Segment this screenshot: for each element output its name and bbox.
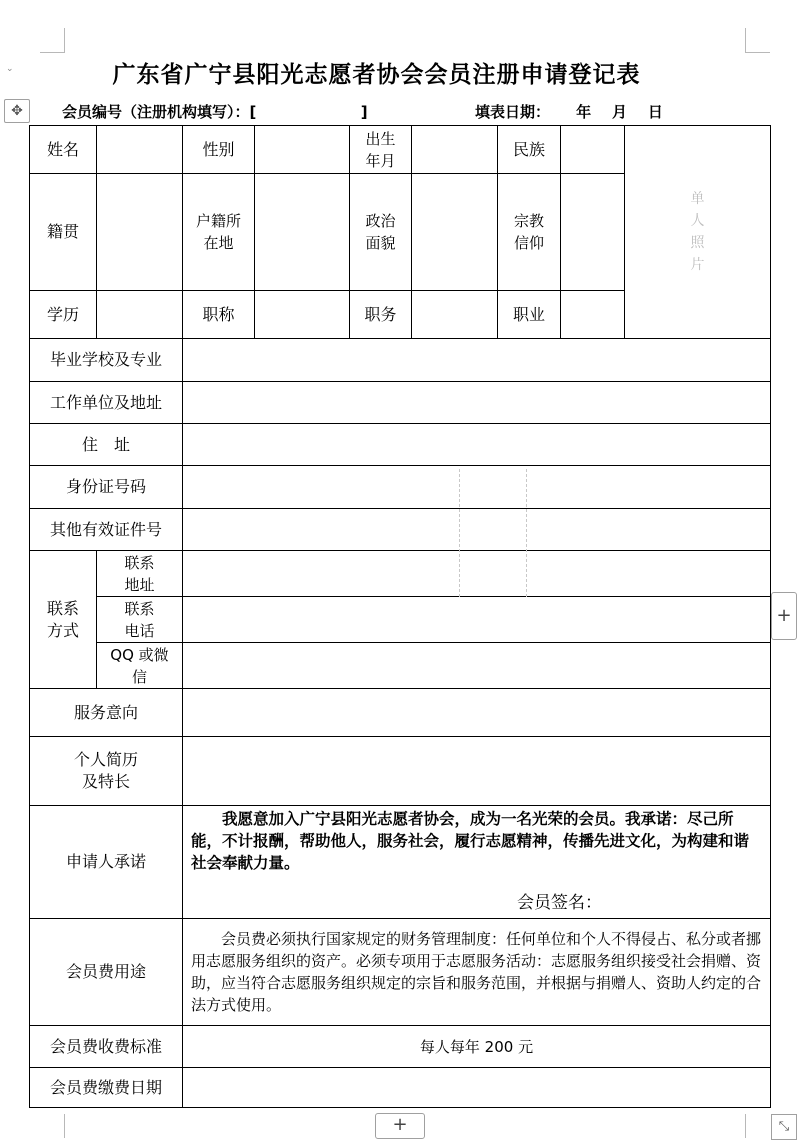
label-native-place: 籍贯 bbox=[30, 174, 97, 291]
dashed-gridline bbox=[459, 469, 460, 597]
field-contact-phone[interactable] bbox=[183, 597, 771, 643]
field-qq-wechat[interactable] bbox=[183, 643, 771, 689]
field-fee-date[interactable] bbox=[183, 1068, 771, 1108]
label-name: 姓名 bbox=[30, 126, 97, 174]
label-education: 学历 bbox=[30, 291, 97, 339]
label-occupation: 职业 bbox=[498, 291, 561, 339]
add-row-button[interactable]: + bbox=[375, 1113, 425, 1139]
collapse-icon[interactable]: ⌄ bbox=[6, 64, 14, 74]
page-title: 广东省广宁县阳光志愿者协会会员注册申请登记表 bbox=[112, 62, 641, 88]
label-school-major: 毕业学校及专业 bbox=[30, 339, 183, 382]
field-ethnicity[interactable] bbox=[561, 126, 625, 174]
fee-standard-value: 每人每年 200 元 bbox=[183, 1026, 771, 1068]
label-contact-address: 联系 地址 bbox=[97, 551, 183, 597]
field-occupation[interactable] bbox=[561, 291, 625, 339]
field-service-intent[interactable] bbox=[183, 689, 771, 737]
label-other-id: 其他有效证件号 bbox=[30, 509, 183, 551]
table-resize-icon[interactable]: ⤡ bbox=[771, 1114, 797, 1140]
field-birth[interactable] bbox=[412, 126, 498, 174]
label-address: 住 址 bbox=[30, 424, 183, 466]
label-id-number: 身份证号码 bbox=[30, 466, 183, 509]
table-move-handle-icon[interactable]: ✥ bbox=[4, 99, 30, 123]
field-other-id[interactable] bbox=[183, 509, 771, 551]
label-ethnicity: 民族 bbox=[498, 126, 561, 174]
label-fee-usage: 会员费用途 bbox=[30, 919, 183, 1026]
pledge-cell[interactable] bbox=[183, 806, 771, 919]
fee-usage-text: 会员费必须执行国家规定的财务管理制度：任何单位和个人不得侵占、私分或者挪用志愿服务组织的资产。必须专项用于志愿服务活动：志愿服务组织接受社会捐赠、资助，应当符合志愿服务组织规定的宗旨和服务范围，并根据与捐赠人、资助人约定的合法方式使用。 bbox=[183, 919, 771, 1026]
label-position: 职务 bbox=[350, 291, 412, 339]
field-school-major[interactable] bbox=[183, 339, 771, 382]
label-fee-standard: 会员费收费标准 bbox=[30, 1026, 183, 1068]
label-religion: 宗教 信仰 bbox=[498, 174, 561, 291]
page-corner-mark bbox=[745, 1114, 770, 1138]
field-position[interactable] bbox=[412, 291, 498, 339]
page-corner-mark bbox=[40, 28, 65, 53]
label-fee-date: 会员费缴费日期 bbox=[30, 1068, 183, 1108]
field-education[interactable] bbox=[97, 291, 183, 339]
label-contact: 联系 方式 bbox=[30, 551, 97, 689]
field-political[interactable] bbox=[412, 174, 498, 291]
label-service-intent: 服务意向 bbox=[30, 689, 183, 737]
fill-date-field: 填表日期： 年 月 日 bbox=[475, 103, 663, 121]
member-number-field: 会员编号（注册机构填写）：[ ] bbox=[62, 103, 368, 121]
page-corner-mark bbox=[745, 28, 770, 53]
field-gender[interactable] bbox=[255, 126, 350, 174]
label-gender: 性别 bbox=[183, 126, 255, 174]
label-birth: 出生 年月 bbox=[350, 126, 412, 174]
dashed-gridline bbox=[526, 469, 527, 597]
field-contact-address[interactable] bbox=[183, 551, 771, 597]
field-title-rank[interactable] bbox=[255, 291, 350, 339]
field-id-number[interactable] bbox=[183, 466, 771, 509]
field-work-unit[interactable] bbox=[183, 382, 771, 424]
field-household[interactable] bbox=[255, 174, 350, 291]
label-work-unit: 工作单位及地址 bbox=[30, 382, 183, 424]
label-pledge: 申请人承诺 bbox=[30, 806, 183, 919]
page-corner-mark bbox=[40, 1114, 65, 1138]
label-title-rank: 职称 bbox=[183, 291, 255, 339]
add-column-button[interactable]: + bbox=[771, 592, 797, 640]
label-contact-phone: 联系 电话 bbox=[97, 597, 183, 643]
field-religion[interactable] bbox=[561, 174, 625, 291]
label-household: 户籍所 在地 bbox=[183, 174, 255, 291]
field-name[interactable] bbox=[97, 126, 183, 174]
field-native-place[interactable] bbox=[97, 174, 183, 291]
signature-label: 会员签名： bbox=[517, 893, 602, 913]
label-qq-wechat: QQ 或微 信 bbox=[97, 643, 183, 689]
registration-form-table bbox=[29, 125, 771, 1108]
field-resume[interactable] bbox=[183, 737, 771, 806]
label-resume: 个人简历 及特长 bbox=[30, 737, 183, 806]
photo-placeholder[interactable]: 单 人 照 片 bbox=[625, 126, 771, 339]
field-address[interactable] bbox=[183, 424, 771, 466]
label-political: 政治 面貌 bbox=[350, 174, 412, 291]
pledge-text: 我愿意加入广宁县阳光志愿者协会，成为一名光荣的会员。我承诺：尽己所能，不计报酬，帮助他人，服务社会，履行志愿精神，传播先进文化，为构建和谐社会奉献力量。 bbox=[191, 810, 750, 872]
